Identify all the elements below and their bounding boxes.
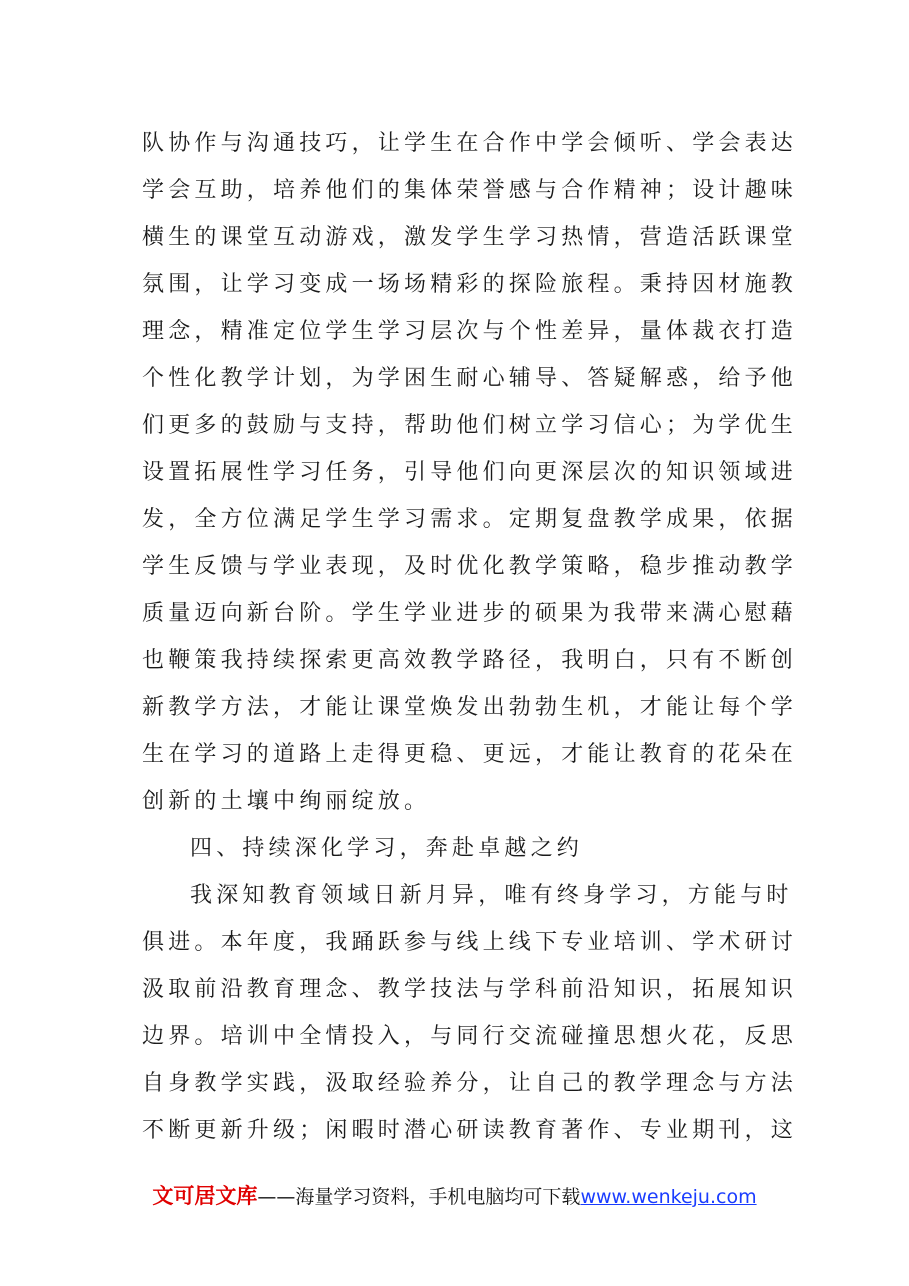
text-line: 边界。培训中全情投入，与同行交流碰撞思想火花，反思 [142, 1024, 798, 1049]
text-line: 创新的土壤中绚丽绽放。 [142, 789, 431, 814]
text-line: 汲取前沿教育理念、教学技法与学科前沿知识，拓展知识 [142, 977, 798, 1002]
text-line: 理念，精准定位学生学习层次与个性差异，量体裁衣打造 [142, 319, 798, 344]
text-line: 个性化教学计划，为学困生耐心辅导、答疑解惑，给予他 [142, 366, 798, 391]
text-line: 新教学方法，才能让课堂焕发出勃勃生机，才能让每个学 [142, 695, 798, 720]
text-line: 横生的课堂互动游戏，激发学生学习热情，营造活跃课堂 [142, 225, 798, 250]
section-heading: 四、持续深化学习，奔赴卓越之约 [190, 836, 584, 861]
text-line: 们更多的鼓励与支持，帮助他们树立学习信心；为学优生 [142, 413, 798, 438]
text-line: 自身教学实践，汲取经验养分，让自己的教学理念与方法 [142, 1071, 798, 1096]
footer-tagline: ——海量学习资料，手机电脑均可下载 [257, 1186, 581, 1208]
text-line: 质量迈向新台阶。学生学业进步的硕果为我带来满心慰藉 [142, 601, 798, 626]
text-line: 不断更新升级；闲暇时潜心研读教育著作、专业期刊，这 [142, 1118, 798, 1143]
page-footer [0, 1181, 909, 1212]
text-line: 学生反馈与学业表现，及时优化教学策略，稳步推动教学 [142, 554, 798, 579]
text-line: 生在学习的道路上走得更稳、更远，才能让教育的花朵在 [142, 742, 798, 767]
text-line: 氛围，让学习变成一场场精彩的探险旅程。秉持因材施教 [142, 272, 798, 297]
text-line: 我深知教育领域日新月异，唯有终身学习，方能与时 [190, 883, 793, 908]
text-line: 也鞭策我持续探索更高效教学路径，我明白，只有不断创 [142, 648, 798, 673]
text-line: 俱进。本年度，我踊跃参与线上线下专业培训、学术研讨 [142, 930, 798, 955]
document-body [142, 120, 798, 1154]
footer-brand: 文可居文库 [152, 1184, 258, 1208]
text-line: 设置拓展性学习任务，引导他们向更深层次的知识领域进 [142, 460, 798, 485]
text-line: 学会互助，培养他们的集体荣誉感与合作精神；设计趣味 [142, 178, 798, 203]
text-line: 队协作与沟通技巧，让学生在合作中学会倾听、学会表达 [142, 131, 798, 156]
text-line: 发，全方位满足学生学习需求。定期复盘教学成果，依据 [142, 507, 798, 532]
footer-url-link[interactable]: www.wenkeju.com [580, 1186, 757, 1208]
